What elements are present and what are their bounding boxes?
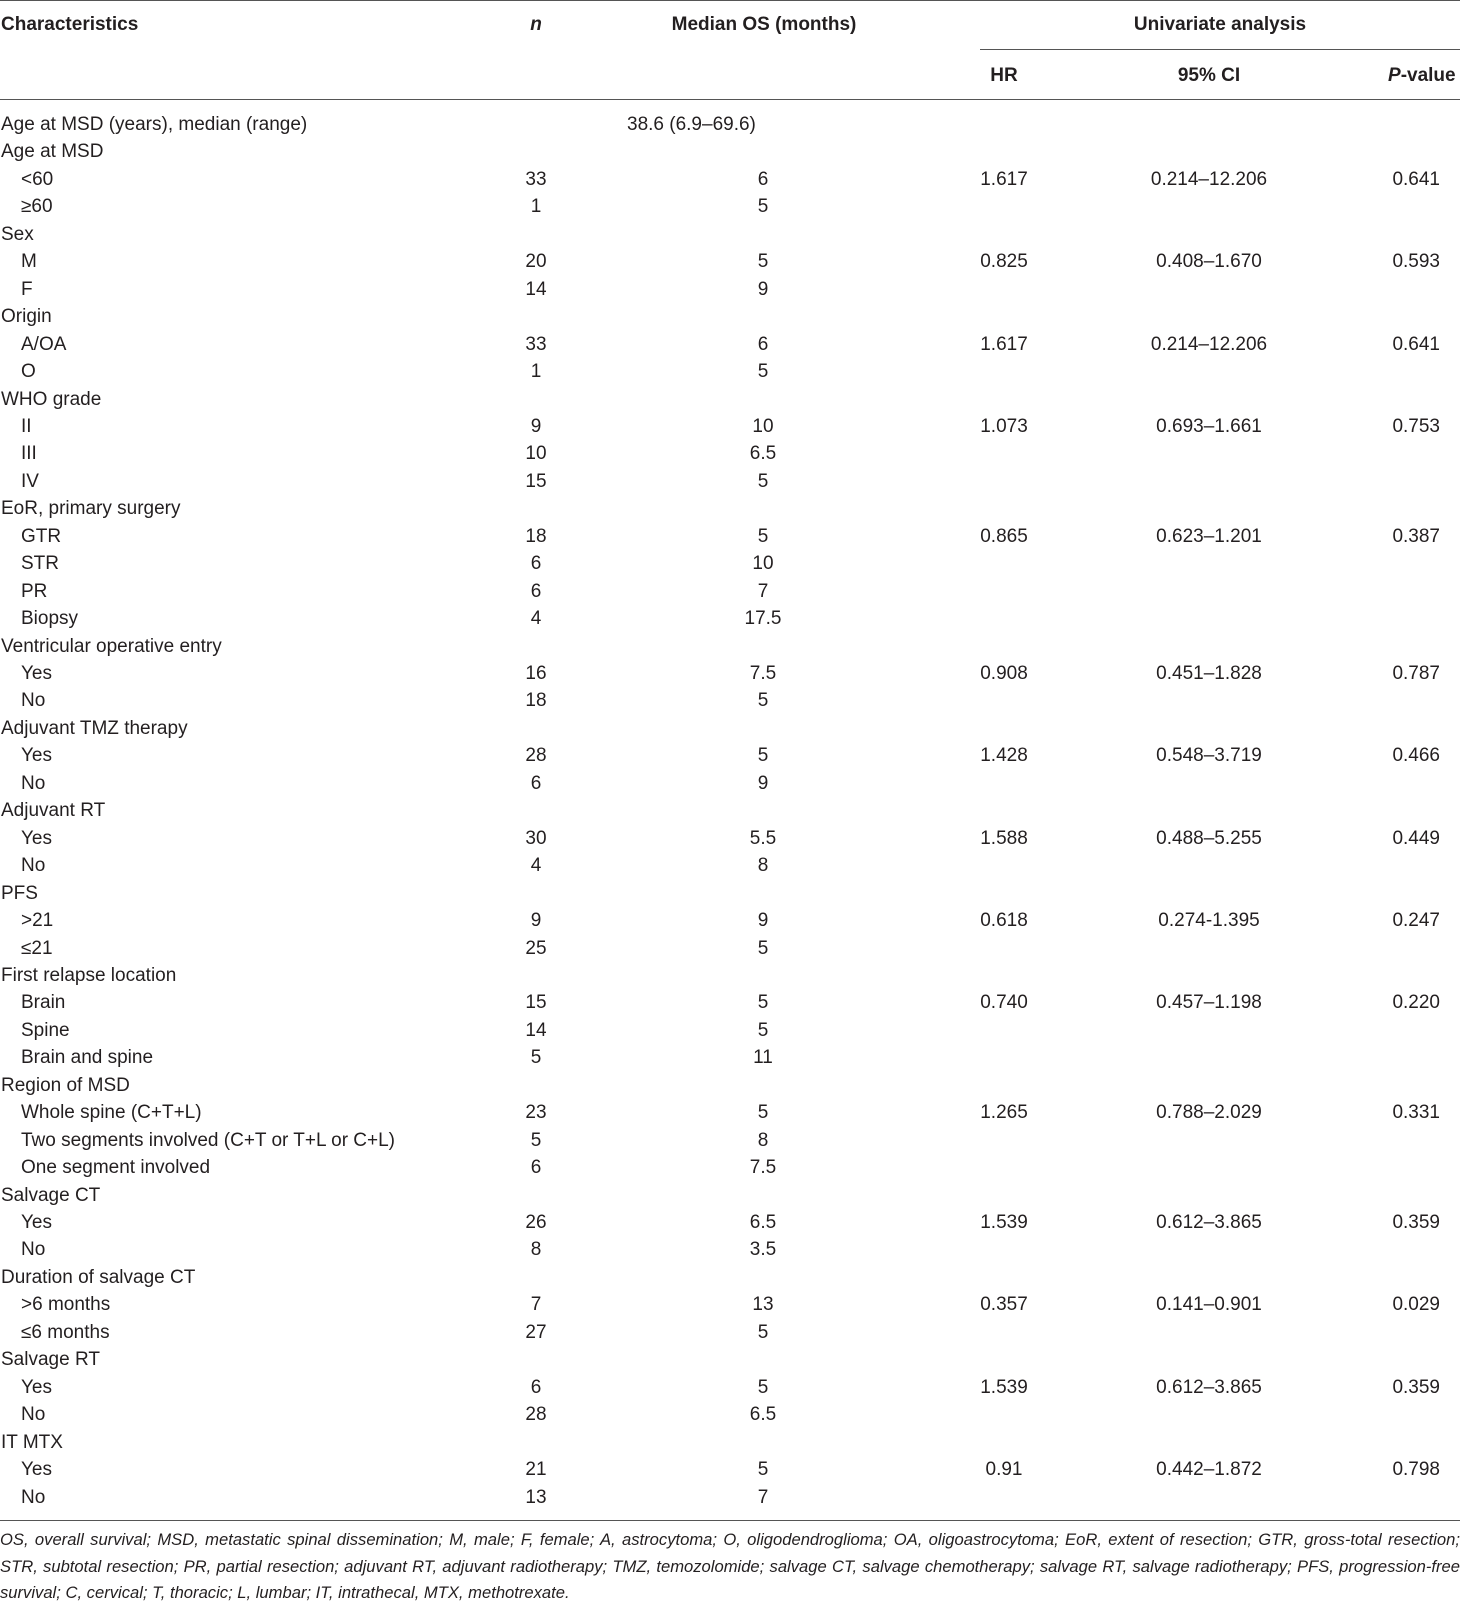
row-sublabel: Yes (21, 1212, 52, 1233)
row-label: Salvage RT (1, 1349, 100, 1371)
table-row (0, 1374, 1460, 1401)
cell-n: 33 (525, 333, 547, 355)
row-sublabel: STR (21, 553, 59, 575)
cell-n: 18 (525, 525, 547, 547)
cell-median-os: 3.5 (749, 1239, 777, 1261)
row-sublabel: No (21, 1486, 46, 1508)
table-row (0, 797, 1460, 824)
row-sublabel: No (21, 1239, 46, 1261)
table-row (0, 1127, 1460, 1154)
cell-hr: 1.617 (980, 168, 1028, 190)
row-label: Origin (1, 306, 52, 328)
row-sublabel: A/OA (21, 333, 67, 355)
row-sublabel: II (21, 415, 32, 437)
cell-hr: 0.91 (985, 1459, 1023, 1481)
table-row (0, 331, 1460, 358)
table-row (0, 825, 1460, 852)
row-sublabel: Whole spine (C+T+L) (21, 1102, 202, 1124)
table-row (0, 1429, 1460, 1456)
cell-median-os: 10 (752, 553, 774, 575)
cell-ci: 0.612–3.865 (1156, 1212, 1262, 1233)
header-p-suffix: -value (1400, 65, 1456, 86)
cell-p-value: 0.449 (1392, 827, 1440, 849)
bottom-rule (0, 1520, 1460, 1521)
cell-n: 28 (525, 1404, 547, 1426)
row-sublabel: >6 months (21, 1294, 111, 1316)
cell-median-os: 5 (757, 1019, 769, 1041)
cell-p-value: 0.331 (1392, 1102, 1440, 1124)
row-sublabel: Yes (21, 827, 52, 849)
cell-median-os: 11 (753, 1047, 773, 1069)
row-sublabel: ≤6 months (21, 1321, 110, 1343)
table-row (0, 1264, 1460, 1291)
cell-n: 6 (530, 1376, 542, 1398)
row-label: Adjuvant RT (1, 800, 106, 822)
row-label: First relapse location (1, 964, 177, 986)
table-row (0, 989, 1460, 1016)
cell-p-value: 0.220 (1392, 992, 1440, 1014)
cell-hr: 0.865 (980, 525, 1028, 547)
table-row (0, 495, 1460, 522)
table-row (0, 852, 1460, 879)
cell-n: 14 (525, 1019, 547, 1041)
cell-median-os: 6.5 (749, 443, 777, 465)
cell-hr: 1.428 (980, 745, 1028, 767)
cell-n: 30 (525, 827, 547, 849)
cell-p-value: 0.641 (1392, 333, 1440, 355)
row-sublabel: Yes (21, 1459, 52, 1481)
cell-ci: 0.623–1.201 (1156, 525, 1262, 547)
cell-n: 6 (530, 580, 542, 602)
cell-ci: 0.788–2.029 (1156, 1102, 1262, 1124)
cell-ci: 0.274-1.395 (1158, 910, 1260, 932)
cell-hr: 1.265 (980, 1102, 1028, 1124)
table-row (0, 413, 1460, 440)
cell-n: 16 (525, 663, 547, 684)
cell-p-value: 0.798 (1392, 1459, 1440, 1481)
row-label: PFS (1, 882, 38, 904)
cell-median-os: 9 (757, 910, 769, 932)
table-row (0, 248, 1460, 275)
table-row (0, 605, 1460, 632)
row-sublabel: ≥60 (21, 196, 53, 218)
cell-ci: 0.141–0.901 (1156, 1294, 1262, 1316)
cell-p-value: 0.029 (1392, 1294, 1440, 1316)
row-sublabel: Brain and spine (21, 1047, 154, 1069)
table-row (0, 660, 1460, 687)
header-univariate-analysis: Univariate analysis (1133, 14, 1307, 35)
cell-median-os: 5 (757, 196, 769, 218)
cell-n: 20 (525, 251, 547, 273)
univariate-span-rule (980, 49, 1460, 50)
row-label: Ventricular operative entry (1, 635, 222, 657)
cell-n: 4 (530, 608, 542, 630)
row-sublabel: ≤21 (21, 937, 53, 959)
row-sublabel: GTR (21, 525, 62, 547)
cell-ci: 0.612–3.865 (1156, 1376, 1262, 1398)
cell-n: 28 (525, 745, 547, 767)
row-sublabel: No (21, 1404, 46, 1426)
cell-ci: 0.488–5.255 (1156, 827, 1262, 849)
cell-n: 15 (525, 470, 547, 492)
table-row (0, 468, 1460, 495)
row-sublabel: Yes (21, 663, 52, 684)
row-sublabel: Two segments involved (C+T or T+L or C+L) (21, 1129, 396, 1151)
table-row (0, 276, 1460, 303)
table-row (0, 687, 1460, 714)
cell-median-os: 13 (752, 1294, 774, 1316)
cell-median-os: 5 (757, 1376, 769, 1398)
table-row (0, 1182, 1460, 1209)
table-row (0, 221, 1460, 248)
cell-median-os: 6 (757, 168, 769, 190)
cell-n: 5 (530, 1047, 542, 1069)
cell-median-os: 5 (757, 525, 769, 547)
cell-median-os: 5 (757, 937, 769, 959)
row-sublabel: III (21, 443, 37, 465)
table-row (0, 907, 1460, 934)
row-sublabel: One segment involved (21, 1157, 211, 1179)
cell-n: 27 (525, 1321, 547, 1343)
cell-median-os: 7.5 (749, 663, 777, 684)
row-label: Sex (1, 223, 34, 245)
cell-p-value: 0.593 (1392, 251, 1440, 273)
cell-ci: 0.442–1.872 (1156, 1459, 1262, 1481)
table-row (0, 962, 1460, 989)
cell-hr: 1.073 (980, 415, 1028, 437)
row-sublabel: >21 (21, 910, 54, 932)
table-row (0, 111, 1460, 138)
cell-p-value: 0.753 (1392, 415, 1440, 437)
row-label: Duration of salvage CT (1, 1266, 196, 1288)
cell-median-os: 9 (757, 772, 769, 794)
table-row (0, 1017, 1460, 1044)
cell-hr: 0.740 (980, 992, 1028, 1014)
row-sublabel: O (21, 361, 36, 383)
row-sublabel: No (21, 772, 46, 794)
row-label: Region of MSD (1, 1074, 130, 1096)
table-row (0, 578, 1460, 605)
cell-n: 26 (525, 1212, 547, 1233)
cell-median-os: 5 (757, 1459, 769, 1481)
cell-n: 6 (530, 553, 542, 575)
table-row (0, 1319, 1460, 1346)
table-row (0, 1044, 1460, 1071)
table-row (0, 1099, 1460, 1126)
cell-median-os: 38.6 (6.9–69.6) (627, 114, 756, 135)
header-characteristics: Characteristics (1, 14, 139, 35)
row-sublabel: Yes (21, 1376, 52, 1398)
table-row (0, 138, 1460, 165)
cell-median-os: 5.5 (749, 827, 777, 849)
table-row (0, 1484, 1460, 1511)
row-label: Adjuvant TMZ therapy (1, 717, 188, 739)
cell-hr: 1.539 (980, 1212, 1028, 1233)
row-label: Age at MSD (1, 141, 104, 163)
row-label: IT MTX (1, 1431, 63, 1453)
cell-median-os: 5 (757, 690, 769, 712)
row-sublabel: Yes (21, 745, 52, 767)
cell-p-value: 0.359 (1392, 1376, 1440, 1398)
cell-n: 4 (530, 855, 542, 877)
cell-median-os: 5 (757, 470, 769, 492)
table-row (0, 166, 1460, 193)
table-row (0, 633, 1460, 660)
row-sublabel: IV (21, 470, 39, 492)
table-row (0, 523, 1460, 550)
cell-median-os: 17.5 (744, 608, 782, 630)
cell-median-os: 5 (757, 992, 769, 1014)
table-row (0, 1072, 1460, 1099)
cell-hr: 0.357 (980, 1294, 1028, 1316)
row-sublabel: No (21, 855, 46, 877)
row-sublabel: No (21, 690, 46, 712)
row-label: Age at MSD (years), median (range) (1, 114, 308, 135)
header-ci: 95% CI (1177, 65, 1241, 86)
table-footnote: OS, overall survival; MSD, metastatic spinal dissemination; M, male; F, female; A, astrocytoma; O, oligodendroglioma; OA, oligoastrocytoma; EoR, extent of resection; GTR, gross-total resection; STR, subtotal resection; PR, partial resection; adjuvant RT, adjuvant radiotherapy; TMZ, temozolomide; salvage CT, salvage chemotherapy; salvage RT, salvage radiotherapy; PFS, progression-free survival; C, cervical; T, thoracic; L, lumbar; IT, intrathecal, MTX, methotrexate. (0, 1530, 1460, 1602)
row-sublabel: Spine (21, 1019, 70, 1041)
cell-n: 25 (525, 937, 547, 959)
table-row (0, 935, 1460, 962)
cell-n: 7 (530, 1294, 542, 1316)
row-sublabel: Brain (21, 992, 66, 1014)
row-sublabel: F (21, 278, 33, 300)
table-row (0, 715, 1460, 742)
table-row (0, 770, 1460, 797)
cell-hr: 0.908 (980, 663, 1028, 684)
cell-median-os: 6.5 (749, 1404, 777, 1426)
header-p-value (1388, 64, 1456, 88)
cell-p-value: 0.387 (1392, 525, 1440, 547)
header-hr: HR (990, 65, 1018, 86)
table-row (0, 440, 1460, 467)
cell-ci: 0.693–1.661 (1156, 415, 1262, 437)
cell-median-os: 6 (757, 333, 769, 355)
header-n: n (530, 14, 542, 35)
table-row (0, 358, 1460, 385)
cell-median-os: 7 (757, 580, 769, 602)
row-sublabel: M (21, 251, 37, 273)
cell-n: 14 (525, 278, 547, 300)
cell-n: 13 (525, 1486, 547, 1508)
header-median-os: Median OS (months) (671, 14, 857, 35)
top-rule (0, 0, 1460, 1)
table-row (0, 880, 1460, 907)
header-p-prefix: P (1388, 65, 1401, 86)
cell-hr: 0.825 (980, 251, 1028, 273)
cell-p-value: 0.359 (1392, 1212, 1440, 1233)
cell-median-os: 5 (757, 1102, 769, 1124)
table-row (0, 1456, 1460, 1483)
table-row (0, 386, 1460, 413)
cell-n: 6 (530, 772, 542, 794)
cell-ci: 0.451–1.828 (1156, 663, 1262, 684)
cell-median-os: 5 (757, 251, 769, 273)
cell-hr: 1.617 (980, 333, 1028, 355)
row-sublabel: PR (21, 580, 48, 602)
table-row (0, 303, 1460, 330)
cell-n: 21 (525, 1459, 547, 1481)
cell-n: 1 (530, 361, 542, 383)
row-sublabel: Biopsy (21, 608, 79, 630)
cell-n: 10 (525, 443, 547, 465)
cell-median-os: 7.5 (749, 1157, 777, 1179)
cell-p-value: 0.247 (1392, 910, 1440, 932)
cell-n: 5 (530, 1129, 542, 1151)
cell-p-value: 0.466 (1392, 745, 1440, 767)
cell-median-os: 6.5 (749, 1212, 777, 1233)
row-sublabel: <60 (21, 168, 54, 190)
cell-ci: 0.408–1.670 (1156, 251, 1262, 273)
cell-hr: 1.539 (980, 1376, 1028, 1398)
cell-n: 6 (530, 1157, 542, 1179)
header-rule (0, 99, 1460, 100)
cell-n: 9 (530, 910, 542, 932)
cell-n: 9 (530, 415, 542, 437)
cell-n: 33 (525, 168, 547, 190)
cell-n: 1 (530, 196, 542, 218)
table-row (0, 1291, 1460, 1318)
table-row (0, 1236, 1460, 1263)
table-row (0, 1401, 1460, 1428)
table-row (0, 193, 1460, 220)
table-row (0, 1346, 1460, 1373)
cell-median-os: 10 (752, 415, 774, 437)
cell-ci: 0.548–3.719 (1156, 745, 1262, 767)
table-row (0, 1154, 1460, 1181)
cell-ci: 0.457–1.198 (1156, 992, 1262, 1014)
cell-hr: 1.588 (980, 827, 1028, 849)
cell-p-value: 0.641 (1392, 168, 1440, 190)
cell-median-os: 5 (757, 745, 769, 767)
cell-n: 18 (525, 690, 547, 712)
cell-p-value: 0.787 (1392, 663, 1440, 684)
cell-n: 15 (525, 992, 547, 1014)
row-label: Salvage CT (1, 1184, 101, 1206)
cell-ci: 0.214–12.206 (1150, 168, 1268, 190)
table-row (0, 550, 1460, 577)
table-row (0, 742, 1460, 769)
row-label: EoR, primary surgery (1, 498, 181, 520)
cell-median-os: 8 (757, 855, 769, 877)
cell-median-os: 8 (757, 1129, 769, 1151)
table-row (0, 1209, 1460, 1236)
cell-median-os: 7 (757, 1486, 769, 1508)
cell-ci: 0.214–12.206 (1150, 333, 1268, 355)
cell-median-os: 5 (757, 1321, 769, 1343)
cell-n: 23 (525, 1102, 547, 1124)
cell-hr: 0.618 (980, 910, 1028, 932)
cell-median-os: 5 (757, 361, 769, 383)
cell-median-os: 9 (757, 278, 769, 300)
row-label: WHO grade (1, 388, 102, 410)
cell-n: 8 (530, 1239, 542, 1261)
